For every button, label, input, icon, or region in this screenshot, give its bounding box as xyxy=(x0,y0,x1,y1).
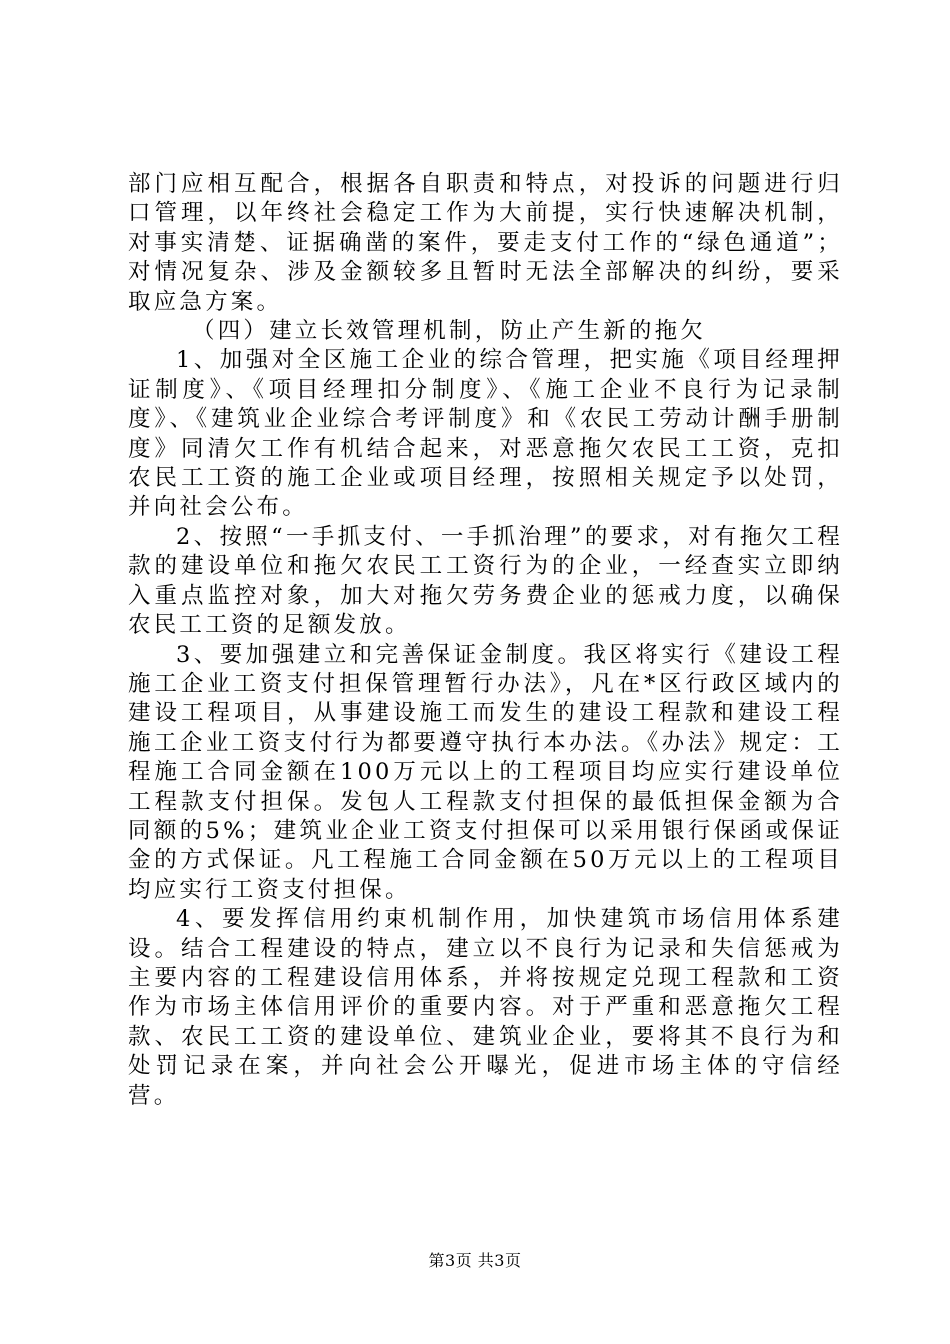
paragraph-item-4: 4、要发挥信用约束机制作用，加快建筑市场信用体系建设。结合工程建设的特点，建立以不良行为记录和失信惩戒为主要内容的工程建设信用体系，并将按规定兑现工程款和工资作为市场主体信用评价的重要内容。对于严重和恶意拖欠工程款、农民工工资的建设单位、建筑业企业，要将其不良行为和处罚记录在案，并向社会公开曝光，促进市场主体的守信经营。 xyxy=(128,906,843,1109)
paragraph-item-3: 3、要加强建立和完善保证金制度。我区将实行《建设工程施工企业工资支付担保管理暂行办法》，凡在*区行政区域内的建设工程项目，从事建设施工而发生的建设工程款和建设工程施工企业工资支付行为都要遵守执行本办法。《办法》规定：工程施工合同金额在100万元以上的工程项目均应实行建设单位工程款支付担保。发包人工程款支付担保的最低担保金额为合同额的5%；建筑业企业工资支付担保可以采用银行保函或保证金的方式保证。凡工程施工合同金额在50万元以上的工程项目均应实行工资支付担保。 xyxy=(128,641,843,903)
paragraph-continuation: 部门应相互配合，根据各自职责和特点，对投诉的问题进行归口管理，以年终社会稳定工作为大前提，实行快速解决机制，对事实清楚、证据确凿的案件，要走支付工作的“绿色通道”；对情况复杂、涉及金额较多且暂时无法全部解决的纠纷，要采取应急方案。 xyxy=(128,171,843,315)
section-heading-four: （四）建立长效管理机制，防止产生新的拖欠 xyxy=(192,318,707,345)
paragraph-item-2: 2、按照“一手抓支付、一手抓治理”的要求，对有拖欠工程款的建设单位和拖欠农民工工资行为的企业，一经查实立即纳入重点监控对象，加大对拖欠劳务费企业的惩戒力度，以确保农民工工资的足额发放。 xyxy=(128,523,843,639)
page-footer: 第3页 共3页 xyxy=(428,1251,522,1270)
document-body xyxy=(128,170,843,1111)
paragraph-item-1: 1、加强对全区施工企业的综合管理，把实施《项目经理押证制度》、《项目经理扣分制度》、《施工企业不良行为记录制度》、《建筑业企业综合考评制度》和《农民工劳动计酬手册制度》同清欠工作有机结合起来，对恶意拖欠农民工工资，克扣农民工工资的施工企业或项目经理，按照相关规定予以处罚，并向社会公布。 xyxy=(128,347,843,521)
